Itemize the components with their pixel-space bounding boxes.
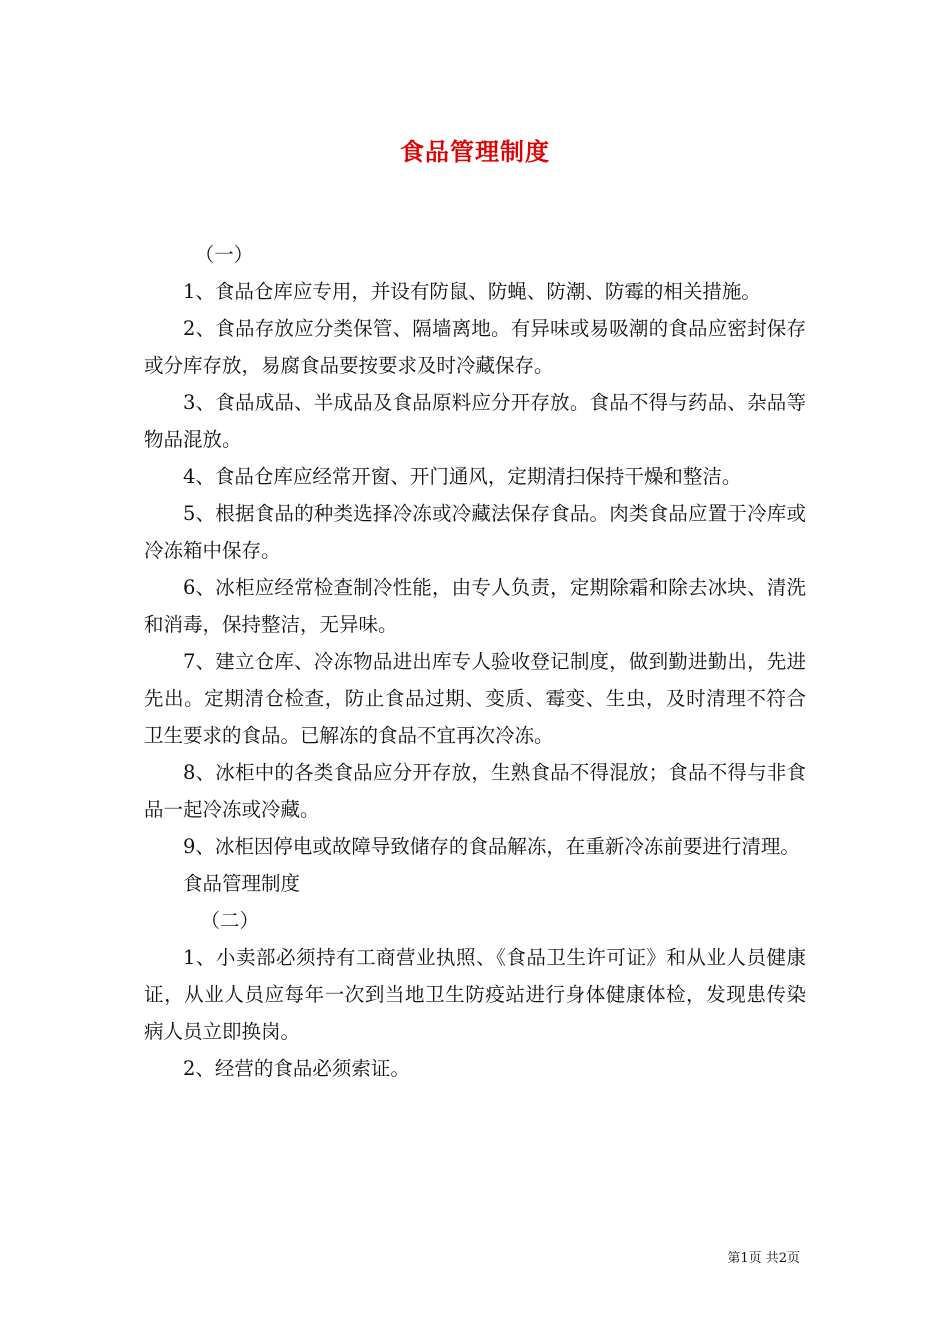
- subtitle: 食品管理制度: [183, 872, 301, 895]
- section-2-item-2: 2、经营的食品必须索证。: [183, 1057, 410, 1080]
- section-1-item-3: 3、食品成品、半成品及食品原料应分开存放。食品不得与药品、杂品等物品混放。: [144, 391, 806, 451]
- section-1-item-9: 9、冰柜因停电或故障导致储存的食品解冻，在重新冷冻前要进行清理。: [183, 835, 800, 858]
- section-1-item-1: 1、食品仓库应专用，并设有防鼠、防蝇、防潮、防霉的相关措施。: [183, 280, 761, 303]
- section-1-item-8: 8、冰柜中的各类食品应分开存放，生熟食品不得混放；食品不得与非食品一起冷冻或冷藏。: [144, 761, 806, 821]
- section-1-item-7: 7、建立仓库、冷冻物品进出库专人验收登记制度，做到勤进勤出，先进先出。定期清仓检查，防止食品过期、变质、霉变、生虫，及时清理不符合卫生要求的食品。已解冻的食品不宜再次冷冻。: [144, 650, 806, 747]
- section-2-label: （二）: [200, 909, 260, 932]
- document-body: [144, 236, 806, 1087]
- section-1-item-2: 2、食品存放应分类保管、隔墙离地。有异味或易吸潮的食品应密封保存或分库存放，易腐食品要按要求及时冷藏保存。: [144, 317, 806, 377]
- section-1-item-4: 4、食品仓库应经常开窗、开门通风，定期清扫保持干燥和整洁。: [183, 465, 742, 488]
- page-title: 食品管理制度: [400, 137, 550, 166]
- section-1-item-5: 5、根据食品的种类选择冷冻或冷藏法保存食品。肉类食品应置于冷库或冷冻箱中保存。: [144, 502, 806, 562]
- section-1-item-6: 6、冰柜应经常检查制冷性能，由专人负责，定期除霜和除去冰块、清洗和消毒，保持整洁，无异味。: [144, 576, 806, 636]
- page-number: 第1页 共2页: [727, 1251, 800, 1266]
- section-1-label: （一）: [194, 243, 254, 266]
- section-2-item-1: 1、小卖部必须持有工商营业执照、《食品卫生许可证》和从业人员健康证，从业人员应每年一次到当地卫生防疫站进行身体健康体检，发现患传染病人员立即换岗。: [144, 946, 806, 1043]
